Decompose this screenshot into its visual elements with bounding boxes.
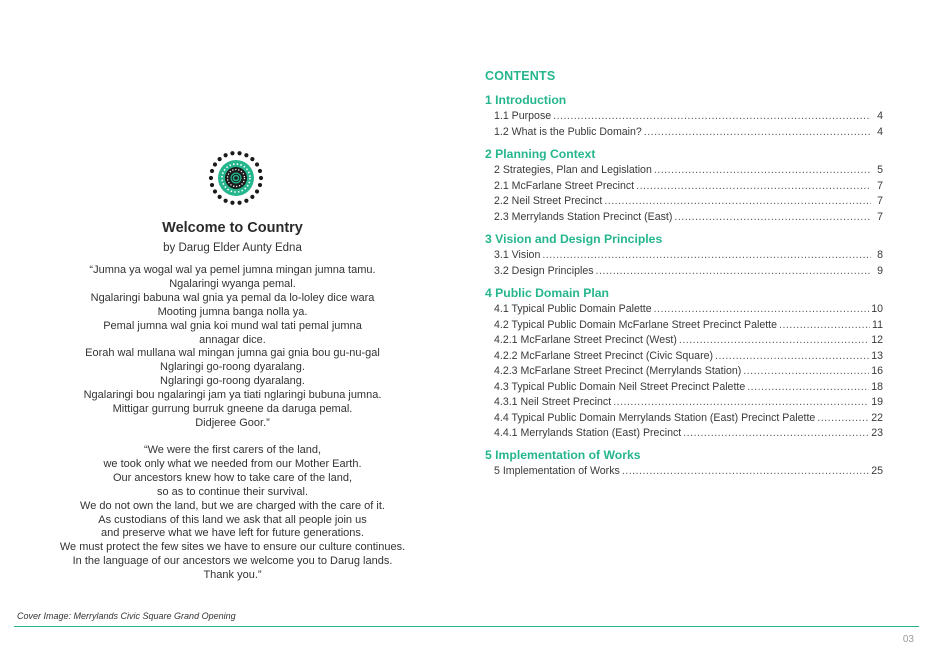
poem-line: As custodians of this land we ask that all people join us: [98, 513, 367, 526]
welcome-byline: by Darug Elder Aunty Edna: [163, 242, 302, 254]
toc-dot-leader: [596, 264, 871, 280]
toc-entry-label: 2.3 Merrylands Station Precinct (East): [494, 210, 673, 223]
toc-entry-label: 4.1 Typical Public Domain Palette: [494, 303, 652, 315]
poem-line: Nglaringi go-roong dyaralang.: [160, 361, 305, 374]
toc-entry[interactable]: [485, 333, 883, 349]
toc-entry-label: 4.2 Typical Public Domain McFarlane Street Precinct Palette: [494, 318, 778, 331]
toc-entry-label: 2 Strategies, Plan and Legislation: [494, 164, 652, 176]
toc-entry[interactable]: [485, 318, 883, 334]
poem-line: We must protect the few sites we have to ensure our culture continues.: [59, 541, 406, 554]
toc-dot-leader: [817, 411, 869, 427]
toc-entry-page: 4: [877, 125, 883, 138]
toc-section: [485, 231, 883, 279]
toc-entry-page: 22: [871, 411, 883, 424]
toc-entry-page: 19: [871, 396, 883, 408]
toc-entry-label: 4.2.1 McFarlane Street Precinct (West): [494, 334, 677, 346]
toc-entry[interactable]: [485, 194, 883, 210]
toc-dot-leader: [715, 349, 869, 365]
toc-entry[interactable]: [485, 264, 883, 280]
toc-section-heading[interactable]: 3 Vision and Design Principles: [485, 232, 663, 246]
poem-line: Ngalaringi bou ngalaringi jam ya tiati nglaringi bubuna jumna.: [83, 389, 382, 402]
poem-line: Didjeree Goor.”: [195, 416, 270, 429]
toc-entry-page: 7: [877, 179, 883, 192]
toc-dot-leader: [654, 302, 870, 318]
poem-line: so as to continue their survival.: [156, 485, 309, 498]
poem-line: “We were the first carers of the land,: [143, 444, 322, 456]
toc-entry-label: 5 Implementation of Works: [494, 465, 620, 477]
toc-entry-page: 12: [871, 334, 883, 346]
toc-entry-label: 3.1 Vision: [494, 249, 541, 261]
poem-line: Mittigar gurrung burruk gneene da daruga pemal.: [112, 403, 353, 416]
toc-entry[interactable]: [485, 380, 883, 396]
toc-dot-leader: [553, 109, 871, 125]
toc-entry[interactable]: [485, 125, 883, 141]
toc-entry-page: 18: [871, 380, 883, 393]
aboriginal-dot-circle-icon: [207, 147, 265, 211]
toc-entry-page: 13: [871, 349, 883, 362]
toc-entry[interactable]: [485, 163, 883, 179]
toc-entry[interactable]: [485, 411, 883, 427]
poem-line: In the language of our ancestors we welcome you to Darug lands.: [72, 555, 393, 568]
toc-entry[interactable]: [485, 395, 883, 411]
toc-section-heading[interactable]: 1 Introduction: [485, 93, 567, 107]
toc-entry[interactable]: [485, 302, 883, 318]
toc-entry-label: 2.2 Neil Street Precinct: [494, 195, 603, 207]
page-number: 03: [902, 634, 914, 645]
toc-section: [485, 447, 883, 480]
toc-entry[interactable]: [485, 210, 883, 226]
toc-dot-leader: [613, 395, 869, 411]
toc-entry-page: 7: [877, 195, 883, 207]
toc-entry[interactable]: [485, 364, 883, 380]
toc-section: [485, 146, 883, 225]
toc-entry[interactable]: [485, 349, 883, 365]
toc-entry-label: 4.2.2 McFarlane Street Precinct (Civic Square): [494, 349, 714, 362]
poem-line: Eorah wal mullana wal mingan jumna gai gnia bou gu-nu-gal: [85, 347, 380, 360]
poem-line: Mooting jumna banga nolla ya.: [157, 305, 308, 318]
toc-dot-leader: [679, 333, 869, 349]
poem-line: Our ancestors knew how to take care of the land,: [112, 471, 353, 484]
poem-line: we took only what we needed from our Mother Earth.: [103, 457, 362, 470]
toc-entry-page: 9: [877, 264, 883, 277]
toc-entry-label: 4.3 Typical Public Domain Neil Street Precinct Palette: [494, 380, 746, 393]
toc-entry-page: 5: [877, 164, 883, 176]
toc-dot-leader: [779, 318, 870, 334]
poem-line: Pemal jumna wal gnia koi mund wal tati pemal jumna: [103, 319, 362, 332]
poem-line: Thank you.”: [203, 569, 262, 582]
poem-darug: [40, 264, 425, 431]
toc-entry-label: 1.1 Purpose: [494, 110, 552, 122]
welcome-title: Welcome to Country: [162, 220, 303, 236]
toc-section-heading[interactable]: 4 Public Domain Plan: [485, 286, 609, 300]
toc-dot-leader: [674, 210, 871, 226]
toc-entry[interactable]: [485, 426, 883, 442]
toc-entry-page: 25: [871, 465, 883, 477]
toc-entry-page: 11: [872, 318, 883, 331]
toc-entry[interactable]: [485, 109, 883, 125]
toc-dot-leader: [644, 125, 871, 141]
toc-dot-leader: [542, 248, 871, 264]
toc-entry-page: 4: [877, 110, 883, 122]
toc-entry-label: 4.3.1 Neil Street Precinct: [494, 396, 612, 408]
contents-title: CONTENTS: [485, 69, 556, 83]
toc-dot-leader: [743, 364, 869, 380]
poem-line: Nglaringi go-roong dyaralang.: [160, 375, 305, 388]
poem-line: We do not own the land, but we are charged with the care of it.: [80, 499, 385, 512]
toc-entry-page: 10: [871, 303, 883, 315]
toc-entry-page: 8: [877, 249, 883, 261]
poem-line: annagar dice.: [199, 333, 266, 346]
toc-dot-leader: [747, 380, 869, 396]
toc-entry-label: 4.2.3 McFarlane Street Precinct (Merrylands Station): [494, 365, 742, 377]
toc-dot-leader: [604, 194, 871, 210]
toc-entry[interactable]: [485, 464, 883, 480]
toc-section-heading[interactable]: 2 Planning Context: [485, 147, 596, 161]
toc-entry-page: 16: [871, 365, 883, 377]
poem-line: and preserve what we have left for future generations.: [101, 527, 364, 540]
toc-dot-leader: [683, 426, 869, 442]
toc-entry-label: 4.4.1 Merrylands Station (East) Precinct: [494, 427, 682, 439]
toc-section: [485, 285, 883, 442]
toc-dot-leader: [654, 163, 871, 179]
poem-english: [40, 444, 425, 583]
toc-entry-label: 3.2 Design Principles: [494, 264, 594, 277]
poem-line: “Jumna ya wogal wal ya pemel jumna mingan jumna tamu.: [89, 264, 376, 276]
toc-entry-label: 2.1 McFarlane Street Precinct: [494, 179, 635, 192]
toc-dot-leader: [622, 464, 869, 480]
toc-section: [485, 92, 883, 140]
poem-line: Ngalaringi babuna wal gnia ya pemal da lo-loley dice wara: [90, 291, 375, 304]
toc-entry-label: 1.2 What is the Public Domain?: [494, 125, 642, 138]
poem-line: Ngalaringi wyanga pemal.: [169, 277, 296, 290]
cover-image-caption: Cover Image: Merrylands Civic Square Grand Opening: [17, 611, 236, 621]
footer-divider: [14, 626, 919, 627]
toc-entry[interactable]: [485, 179, 883, 195]
toc-dot-leader: [636, 179, 871, 195]
toc-entry-label: 4.4 Typical Public Domain Merrylands Station (East) Precinct Palette: [494, 411, 816, 424]
toc-entry-page: 23: [871, 427, 883, 439]
toc-entry-page: 7: [877, 210, 883, 223]
toc-section-heading[interactable]: 5 Implementation of Works: [485, 448, 641, 462]
toc-entry[interactable]: [485, 248, 883, 264]
